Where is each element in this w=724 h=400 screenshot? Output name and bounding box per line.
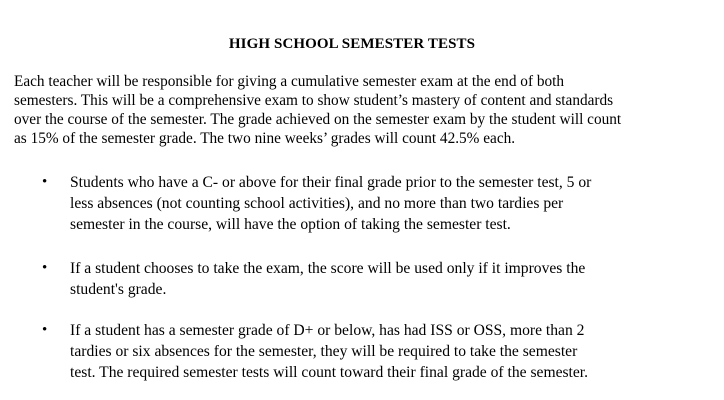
intro-line: Each teacher will be responsible for giving a cumulative semester exam at the end of both [14,73,565,90]
bullet-point-icon: • [42,260,48,276]
bullet-point-icon: • [42,322,48,338]
intro-line: semesters. This will be a comprehensive exam to show student’s mastery of content and standards [14,92,614,109]
bullet-line: student's grade. [70,281,167,298]
bullet-line: semester in the course, will have the option of taking the semester test. [70,216,511,233]
bullet-line: less absences (not counting school activities), and no more than two tardies per [70,195,564,212]
intro-paragraph [14,72,704,148]
bullet-line: tardies or six absences for the semester, they will be required to take the semester [70,343,578,360]
bullet-point-icon: • [42,174,48,190]
intro-line: as 15% of the semester grade. The two nine weeks’ grades will count 42.5% each. [14,130,516,147]
bullet-line: Students who have a C- or above for their final grade prior to the semester test, 5 or [70,174,592,191]
bullet-line: If a student has a semester grade of D+ or below, has had ISS or OSS, more than 2 [70,322,585,339]
bullet-line: If a student chooses to take the exam, the score will be used only if it improves the [70,260,586,277]
bullet-text [70,320,710,383]
bullet-text [70,172,710,235]
document-title: HIGH SCHOOL SEMESTER TESTS [228,36,476,52]
intro-line: over the course of the semester. The grade achieved on the semester exam by the student will count [14,111,622,128]
bullet-text [70,258,710,300]
bullet-line: test. The required semester tests will count toward their final grade of the semester. [70,364,589,381]
